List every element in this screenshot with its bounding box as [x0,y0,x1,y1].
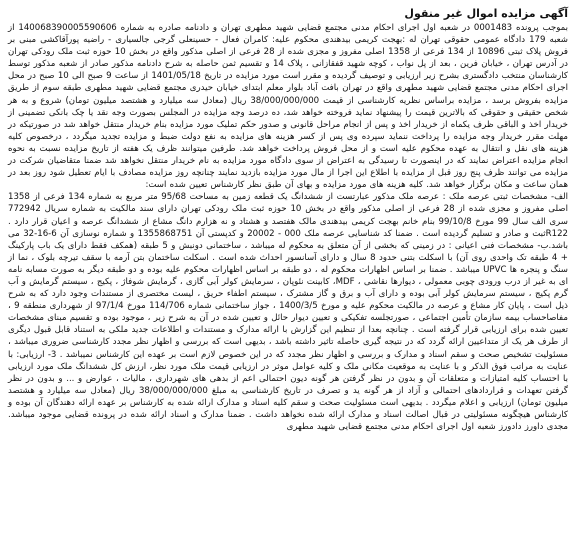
notice-paragraph-specs: الف- مشخصات ثبتی عرصه ملک : عرصه ملک مذکور عبارتست از ششدانگ یک قطعه زمین به مساحت 95/68 متر مربع به شماره 134 فرعی از 1358 اصلی مفروز و مجزی شده از 28 فرعی از اصلی مذکور واقع در بخش 10 حوزه ثبت ملک رودکی تهران دارای سند مالکیت به شماره سریال 772942 سری الف سال 99 مورخ 99/10/8 بنام خانم بهجت کریمی بیدهندی مالک هفتصد و هشتاد و نه هزارم دانگ مشاع از ششدانگ عرصه و اعیان قرار دارد . R122ثبت و صادر و تسلیم گردیده است . ضمنا کد شناسایی عرصه ملک 000 - 20002 و کدپستی آن 1355868751 و شماره نوسازی آن 6-16-32 می باشد.ب- مشخصات فنی اعیانی : در زمینی که بخشی از آن متعلق به محکوم له میباشد ، ساختمانی دونبش و 5 طبقه (همکف فقط دارای یک باب پارکینگ + 4 طبقه تک واحدی روی آن) با اسکلت بتنی حدود 8 سال و دارای آسانسور احداث شده است . اسکلت ساختمان بتن آرمه با سقف تیرچه بلوک ، نما از سنگ و پنجره ها UPVC میباشد . ضمنا بر اساس اظهارات محکوم له ، دو طبقه بر اساس اظهارات محکوم علیه بوده و دو طبقه دیگر به صورت مسابه نامه ای به غیر از درب ورودی چوبی معمولی ، دیوارها نقاشی ، MDF، کابینت نئوپان ، سرمایش کولر آبی گازی ، گرمایش شوفاژ ، پکیج ، سیستم گرمایش و آب گرم پکیج ، سیستم سرمایش کولر آبی بوده و دارای آب و برق و گاز مشترک ، سیستم اطفاء حریق ، لیست مختصری از مستندات وجود دارد که به شرح ذیل است ، پایان کار مشاع و عرصه در مالکیت محکوم علیه و مورخ 1400/3/5 ، جواز ساختمانی شماره 114/706 مورخ 97/1/4 از شهرداری منطقه 9 ، مفاصاحساب بیمه سازمان تأمین اجتماعی ، صورتجلسه تفکیکی و تعیین دیوار حائل و تعیین شده در آن به شرح زیر ، موجود بوده و تقسیم مبنای مشخصات تعیین شده برای ارزیابی قرار گرفته است . چنانچه بعدا از تنظیم این گزارش با ارائه مدارک و مستندات و اطلاعات جدید ملکی به استناد قابل قبول دیگری از طرف هر یک از متداعیین ارائه گردد که در نتیجه گیری حاصله تاثیر داشته باشد ، بدیهی است که بررسی و اظهار نظر مجدد کارشناسی ضروری میباشد ، مسئولیت تشخیص صحت و سقم اسناد و مدارک و بررسی و اظهار نظر مجدد که در این خصوص لازم است بر عهده این کارشناس نمیباشد . 3- ارزیابی: با عنایت به مراتب فوق الذکر و با عنایت به موقعیت مکانی ملک و کلیه عوامل موثر در ارزیابی قیمت ملک مورد نظر، ارزش کل ششدانگ ملک مورد ارزیابی با احتساب کلیه امتیازات و متعلقات آن و بدون در نظر گرفتن هر گونه دیون احتمالی اعم از بدهی های شهرداری ، مالیات ، عوارض و ... و بدون در نظر گرفتن تعهدات و قراردادهای احتمالی و آزاد از هر گونه ید و تصرف در تاریخ کارشناسی به مبلغ 38/000/000/000 ریال (معادل سه میلیارد و هشتصد میلیون تومان) ارزیابی و اعلام میگردد . بدیهی است مسئولیت صحت و سقم کلیه اسناد و مدارک ارائه شده به کارشناس بر عهده ارائه دهندگان آن بوده و کارشناس هیچگونه مسئولیتی در قبال اصالت اسناد و مدارک ارائه شده نخواهد داشت . ضمنا مدارک و اسناد ارائه شده در پرونده قضایی موجود میباشد. مجدی داورز دادورز شعبه اول اجرای احکام مدنی مجتمع قضایی شهید مطهری [8,192,569,433]
notice-title: آگهی مزایده اموال غیر منقول [404,7,568,20]
notice-paragraph-intro: بموجب پرونده 0001483 در شعبه اول اجرای احکام مدنی مجتمع قضایی شهید مطهری تهران و دادنامه صادره به شماره 140068390005590606 از شعبه 179 دادگاه عمومی حقوقی تهران له :بهجت کریمی بیدهندی محکوم علیه: کامران فعال - حسینعلی گرجی جالسیاری - راضیه پورآقاکشی مبنی بر فروش پلاک ثبتی 10896 از 134 فرعی از 1358 اصلی مفروز و مجزی شده از 28 فرعی از اصلی مذکور واقع در بخش 10 حوزه ثبت ملک رودکی تهران در آدرس تهران ، خیابان فرین ، بعد از پل نواب ، کوچه شهید قفقازانی ، پلاک 14 و تقسیم ثمن حاصله به شرح دادنامه مذکور صادر از شعبه مذکور توسط کارشناسان منتخب دادگستری بشرح زیر ارزیابی و توصیف گردیده و مقرر است مورد مزایده در تاریخ 1401/05/18 از ساعت 9 صبح الی 10 صبح در محل اجرای احکام مدنی مجتمع قضایی شهید مطهری واقع در تهران بافت آباد بلوار معلم ابتدای خیابان حیدری مجتمع قضایی شهید مطهری طبقه سوم از طریق مزایده بفروش برسد ، مزایده براساس نظریه کارشناسی از قیمت 38/000/000/000 ریال (معادل سه میلیارد و هشتصد میلیون تومان) شروع و به هر شخص حقیقی و حقوقی که بالاترین قیمت را پیشنهاد نماید فروخته خواهد شد، ده درصد وجه مزایده در المجلس بصورت وجه نقد یا چک بانکی تضمینی از خریدار اخذ و الباقی ظرف یکماه از خریدار اخذ و پس از انجام مراحل قانونی و صدور حکم تملیک مورد مزایده بنام خریدار منتقل خواهد شد در صورتیکه در مهلت مقرر خریدار وجه مزایده را پرداخت ننماید سپرده وی پس از کسر هزینه های مزایده به نفع دولت ضبط و مزایده تجدید میگردد ، درخصوص کلیه هزینه های نقل و انتقال به عهده محکوم علیه است و از محل فروش پرداخت خواهد شد. طرفین میتوانند ظرف یک هفته از تاریخ مزایده نسبت به نحوه انجام مزایده اعتراض نمایند که در اینصورت تا رسیدگی به اعتراض از سوی دادگاه مورد مزایده به نام خریدار منتقل نخواهد شد ضمنا متقاضیان شرکت در مزایده می توانند ظرف پنج روز قبل از مزایده با اطلاع این اجرا از مال مورد مزایده بازدید نمایند چنانچه روز مزایده مصادف با ایام تعطیل شود روز بعد در همان ساعت و مکان برگزار خواهد شد. کلیه هزینه های مورد مزایده و بهای آن طبق نظر کارشناس تعیین شده است: [8,23,569,191]
